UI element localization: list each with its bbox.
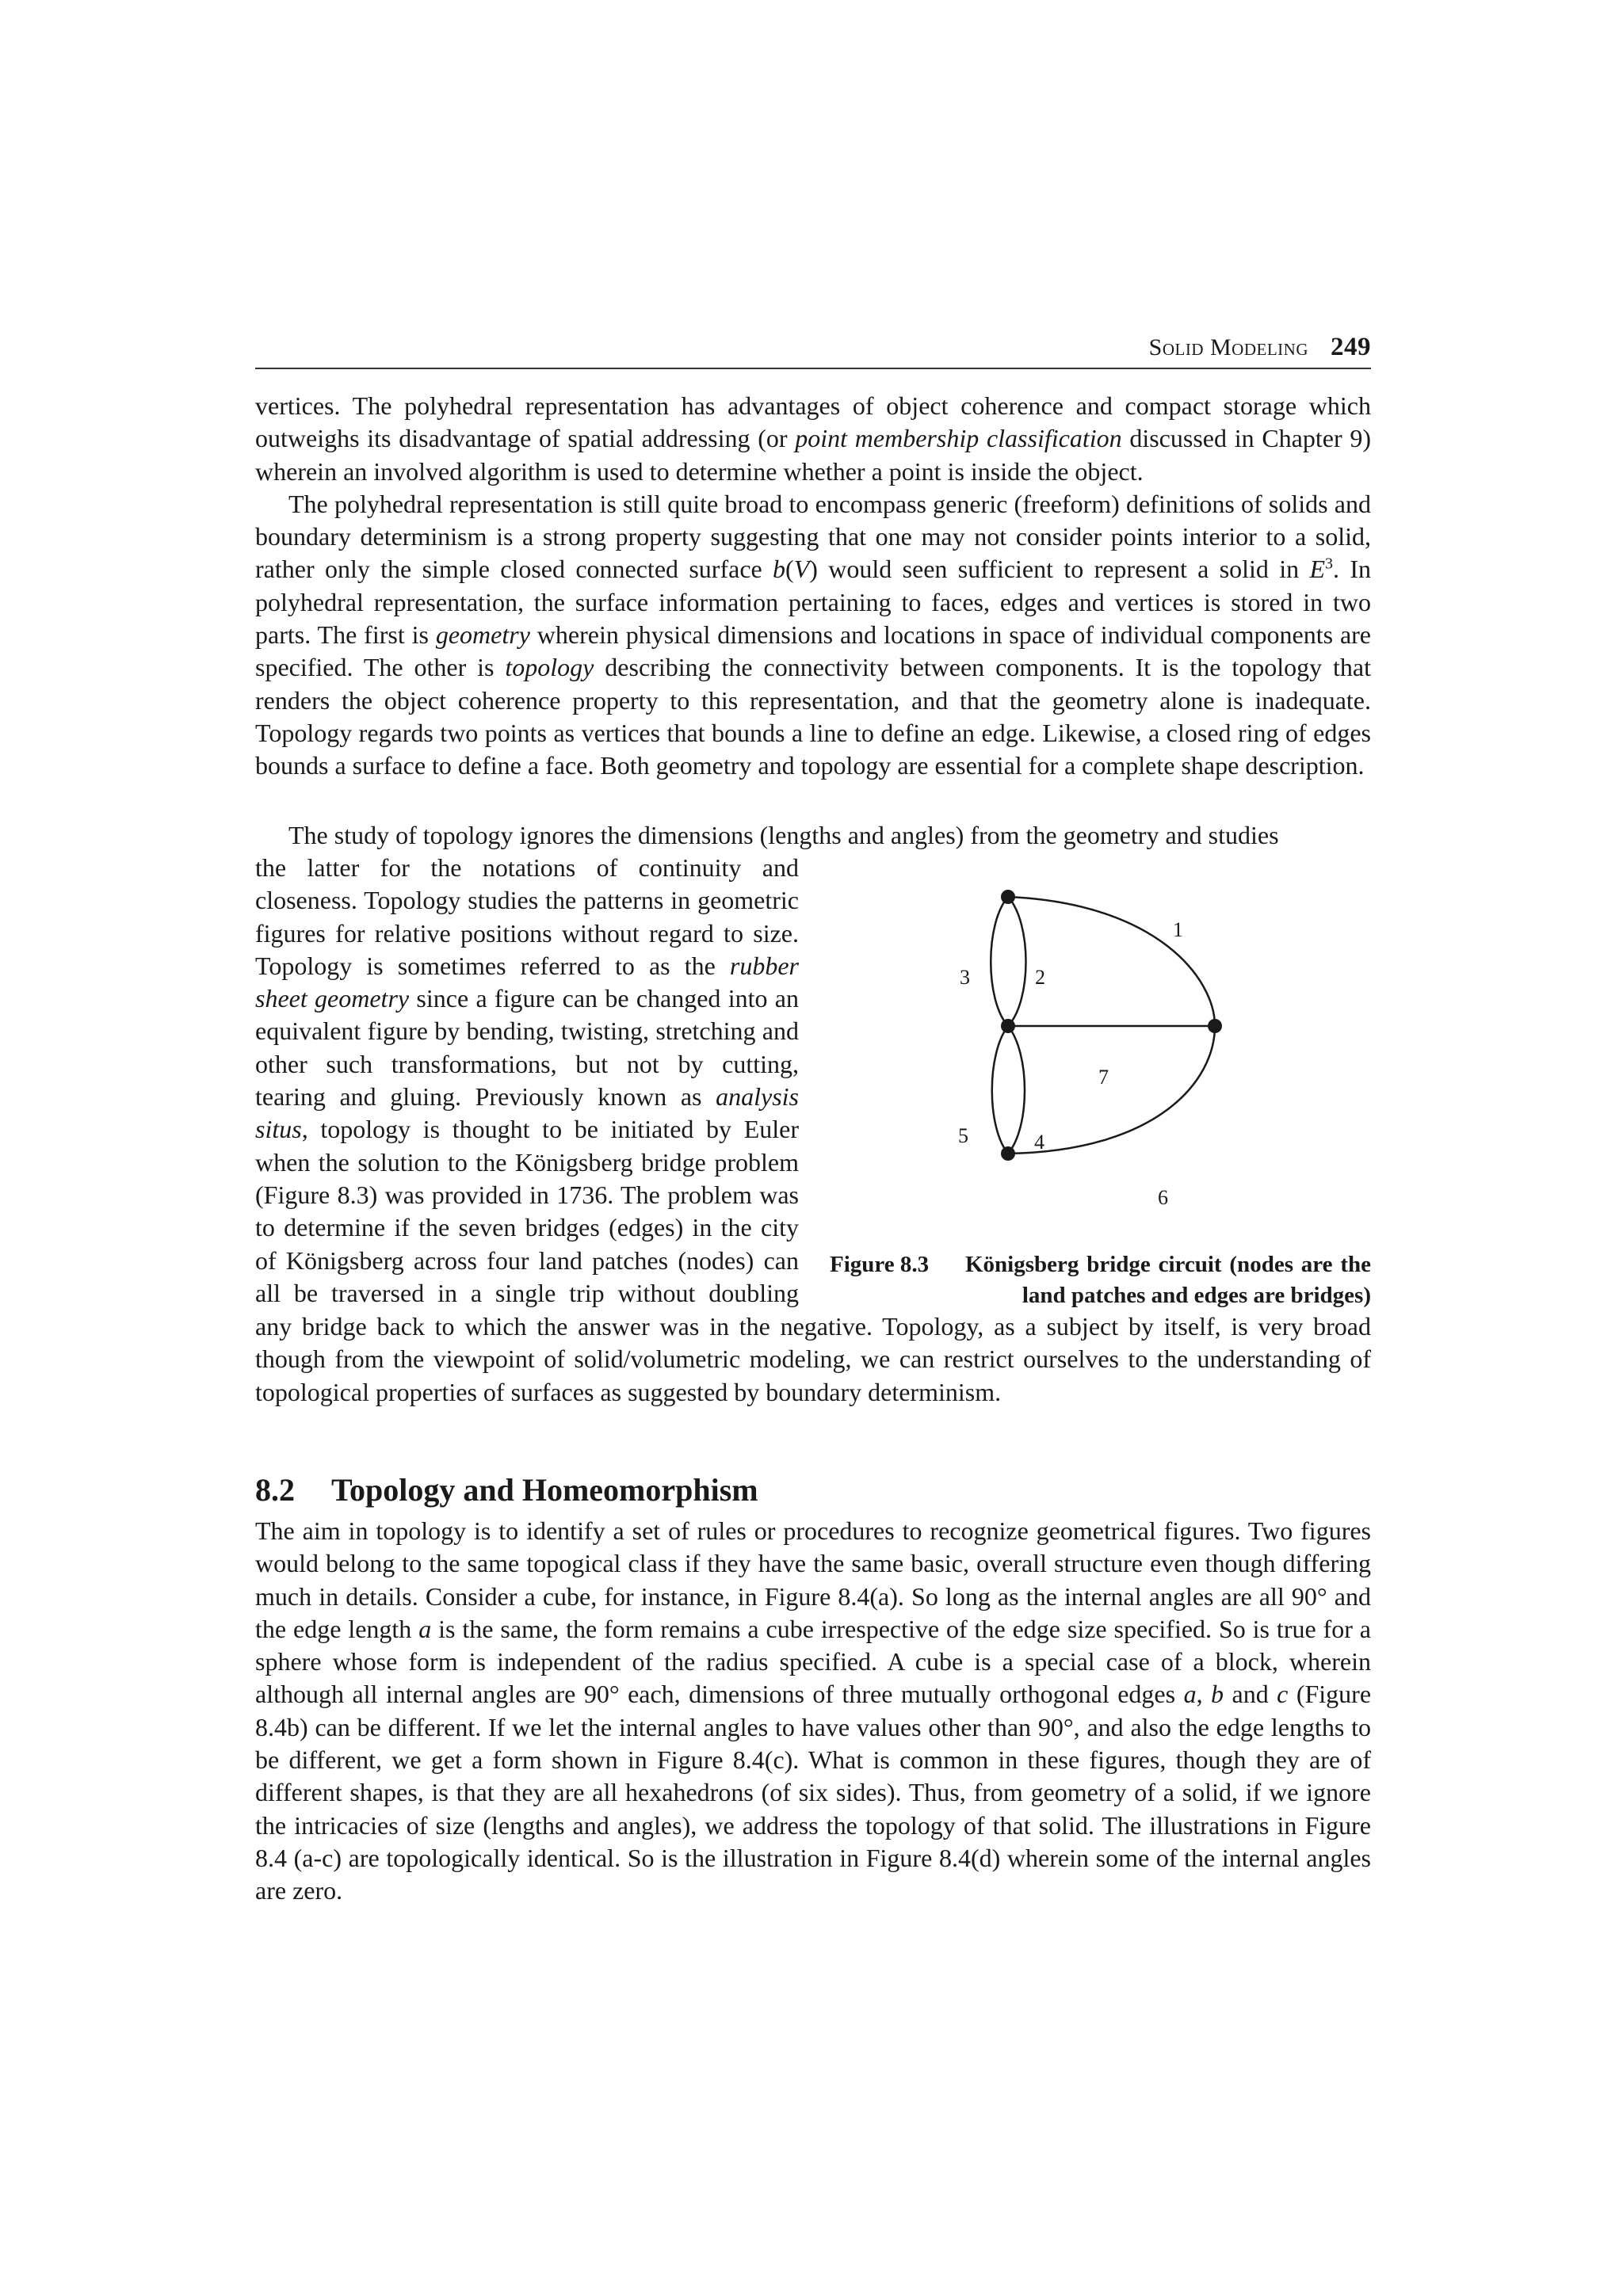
section-heading — [255, 1471, 1371, 1508]
section-number: 8.2 — [255, 1472, 295, 1508]
edge-1 — [1008, 897, 1215, 1026]
node-right — [1208, 1019, 1222, 1033]
paragraph-topology-aim: The aim in topology is to identify a set of rules or procedures to recognize geometrical figures. Two figures would belong to the same topogical class if they have the same basic, overall structure even though differing much in details. Consider a cube, for instance, in Figure 8.4(a). So long as the internal angles are all 90° and the edge length a is the same, the form remains a cube irrespective of the edge size specified. So is true for a sphere whose form is independent of the radius specified. A cube is a special case of a block, wherein although all internal angles are 90° each, dimensions of three mutually orthogonal edges a, b and c (Figure 8.4b) can be different. If we let the internal angles to have values other than 90°, and also the edge lengths to be different, we get a form shown in Figure 8.4(c). What is common in these figures, though they are of different shapes, is that they are all hexahedrons (of six sides). Thus, from geometry of a solid, if we ignore the intricacies of size (lengths and angles), we address the topology of that solid. The illustrations in Figure 8.4 (a-c) are topologically identical. So is the illustration in Figure 8.4(d) wherein some of the internal angles are zero. — [255, 1516, 1372, 1905]
figure-caption-text: Königsberg bridge circuit (nodes are the land patches and edges are bridges) — [965, 1252, 1371, 1308]
edge-label-5: 5 — [958, 1124, 968, 1147]
node-middle — [1001, 1019, 1015, 1033]
running-header — [255, 326, 1371, 369]
edge-label-4: 4 — [1034, 1131, 1044, 1154]
figure-8-3 — [824, 860, 1379, 1335]
running-head — [1149, 333, 1371, 362]
paragraph-topology-wrapped: the latter for the notations of continuity and closeness. Topology studies the patterns in geometric figures for relative positions without regard to size. Topology is sometimes referred to as the rubber sheet geometry since a figure can be changed into an equivalent figure by bending, twisting, stretching and other such transformations, but not by cutting, tearing and gluing. Previously known as analysis situs, topology is thought to be initiated by Euler when the solution to the Königsberg bridge problem (Figure 8.3) was provided in 1736. The problem was to determine if the seven bridges (edges) in the city of Königsberg across four land patches (nodes) can all be traversed in a single trip without doubling — [255, 853, 800, 1307]
paragraph-topology-continued: any bridge back to which the answer was in the negative. Topology, as a subject by itself, is very broad though from the viewpoint of solid/volumetric modeling, we can restrict ourselves to the understanding of topological properties of surfaces as suggested by boundary determinism. — [255, 1312, 1371, 1406]
edge-label-2: 2 — [1035, 966, 1045, 989]
konigsberg-graph — [824, 860, 1379, 1240]
page-number: 249 — [1331, 333, 1371, 361]
edge-4 — [1008, 1026, 1025, 1154]
section-title: Topology and Homeomorphism — [331, 1472, 758, 1508]
paragraph-polyhedral: The polyhedral representation is still quite broad to encompass generic (freeform) definitions of solids and boundary determinism is a strong property suggesting that one may not consider points interior to a solid, rather only the simple closed connected surface b(V) would seen sufficient to represent a solid in $E^3$. In polyhedral representation, the surface information pertaining to faces, edges and vertices is stored in two parts. The first is geometry wherein physical dimensions and locations in space of individual components are specified. The other is topology describing the connectivity between components. It is the topology that renders the object coherence property to this representation, and that the geometry alone is inadequate. Topology regards two points as vertices that bounds a line to define an edge. Likewise, a closed ring of edges bounds a surface to define a face. Both geometry and topology are essential for a complete shape description. — [255, 489, 1372, 780]
paragraph-vertices: vertices. The polyhedral representation has advantages of object coherence and compact storage which outweighs its disadvantage of spatial addressing (or point membership classification discussed in Chapter 9) wherein an involved algorithm is used to determine whether a point is inside the object. — [255, 391, 1372, 486]
edge-3 — [991, 897, 1008, 1026]
edge-label-7: 7 — [1098, 1066, 1109, 1089]
body-text-top — [255, 390, 1371, 783]
edge-label-3: 3 — [960, 966, 970, 989]
paragraph-topology-first-line: The study of topology ignores the dimensions (lengths and angles) from the geometry and studies — [288, 821, 1279, 849]
figure-caption-label: Figure 8.3 — [830, 1252, 930, 1277]
edge-label-1: 1 — [1173, 918, 1183, 941]
edge-5 — [992, 1026, 1008, 1154]
node-bottom — [1001, 1146, 1015, 1161]
edge-2 — [1008, 897, 1026, 1026]
running-title: Solid Modeling — [1148, 334, 1308, 360]
node-top — [1001, 890, 1015, 904]
edge-label-6: 6 — [1158, 1186, 1168, 1209]
